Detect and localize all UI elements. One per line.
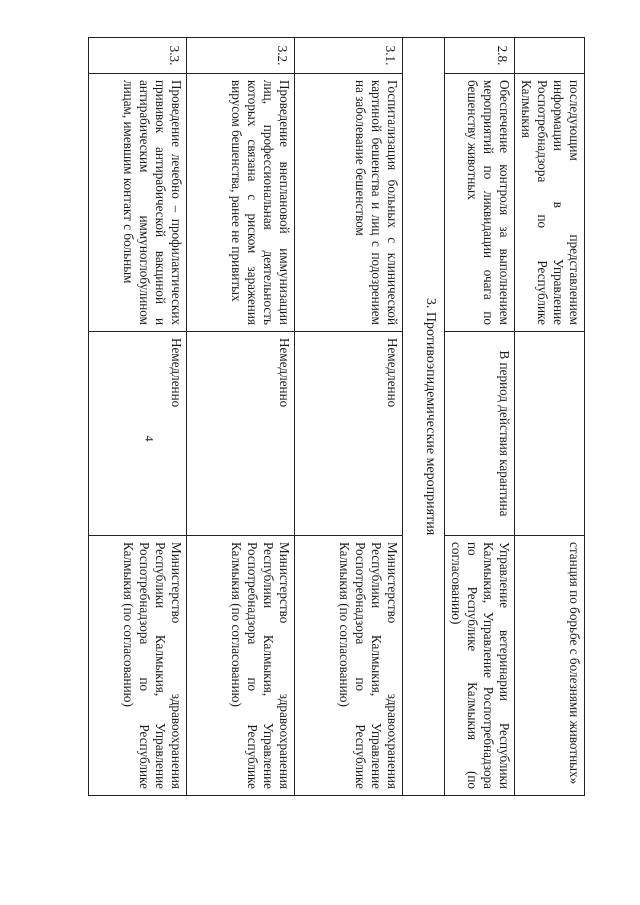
activity-cell: Госпитализация больных с клинической картиной бешенства и лиц с подозрением на заболевание бешенством	[295, 74, 403, 332]
activity-cell: Проведение лечебно – профилактических прививок антирабической вакциной и антирабическим иммуноглобулином лицам, имевшим контакт с больным	[89, 74, 187, 332]
page-number: 4	[142, 435, 157, 442]
table-row	[89, 38, 187, 796]
deadline-cell	[515, 332, 585, 536]
responsible-cell: станция по борьбе с болезнями животных»	[515, 536, 585, 796]
responsible-cell: Министерство здравоохранения Республики Калмыкия, Управление Роспотребнадзора по Республике Калмыкия (по согласованию)	[295, 536, 403, 796]
activity-cell: Обеспечение контроля за выполнением мероприятий по ликвидации очага по бешенству животных	[445, 74, 515, 332]
row-number	[515, 38, 585, 74]
measures-table	[88, 37, 585, 796]
responsible-cell: Министерство здравоохранения Республики Калмыкия, Управление Роспотребнадзора по Республике Калмыкия (по согласованию)	[89, 536, 187, 796]
deadline-cell: Немедленно	[89, 332, 187, 536]
table-row	[295, 38, 403, 796]
table-row	[515, 38, 585, 796]
activity-cell: последующим представлением информации в Управление Роспотребнадзора по Республике Калмыкия	[515, 74, 585, 332]
deadline-cell: В период действия карантина	[445, 332, 515, 536]
table-row	[187, 38, 295, 796]
responsible-cell: Управление ветеринарии Республики Калмыкия, Управление Роспотребнадзора по Республике Калмыкия (по согласованию)	[445, 536, 515, 796]
row-number: 3.2.	[187, 38, 295, 74]
section-title: 3. Противоэпидемические мероприятия	[403, 38, 445, 796]
section-row	[403, 38, 445, 796]
deadline-cell: Немедленно	[187, 332, 295, 536]
deadline-cell: Немедленно	[295, 332, 403, 536]
responsible-cell: Министерство здравоохранения Республики Калмыкия, Управление Роспотребнадзора по Республике Калмыкия (по согласованию)	[187, 536, 295, 796]
table-row	[445, 38, 515, 796]
row-number: 3.3.	[89, 38, 187, 74]
row-number: 2.8.	[445, 38, 515, 74]
row-number: 3.1.	[295, 38, 403, 74]
activity-cell: Проведение внеплановой иммунизации лиц, профессиональная деятельность которых связана с риском заражения вирусом бешенства, ранее не привитых	[187, 74, 295, 332]
